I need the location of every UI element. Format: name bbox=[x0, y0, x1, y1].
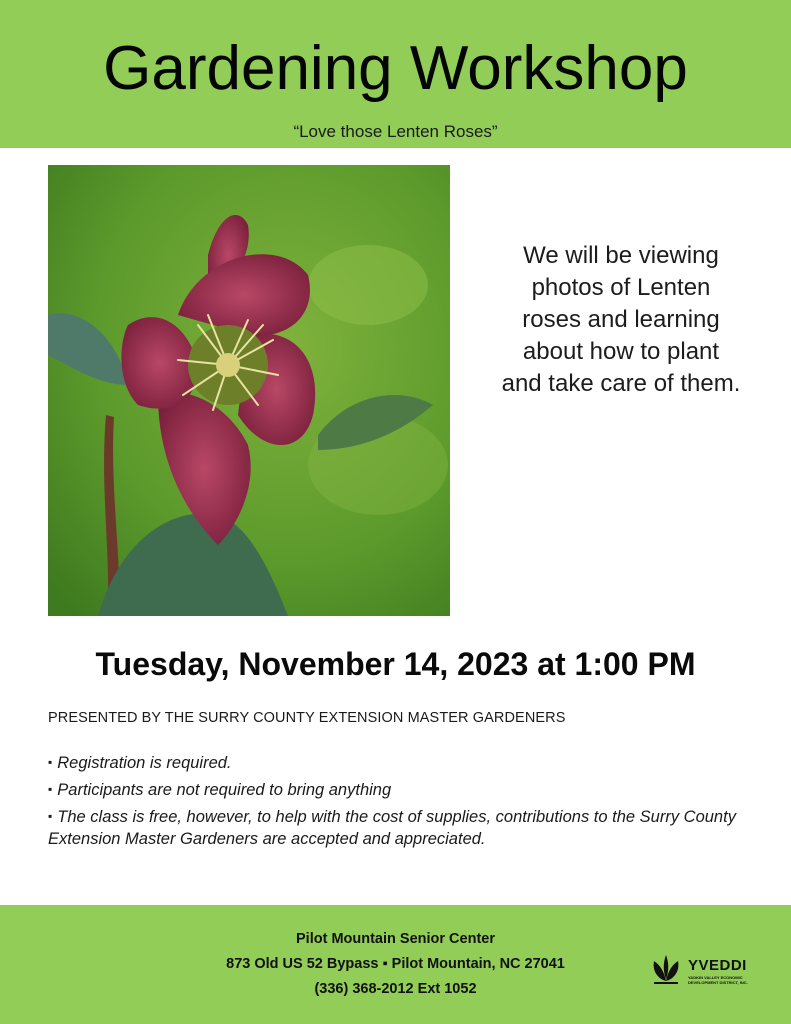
header-band bbox=[0, 0, 791, 148]
yveddi-logo bbox=[648, 951, 760, 991]
venue-phone: (336) 368-2012 Ext 1052 bbox=[314, 981, 477, 997]
venue-address: 873 Old US 52 Bypass ▪ Pilot Mountain, NC 27041 bbox=[226, 956, 565, 972]
event-date: Tuesday, November 14, 2023 at 1:00 PM bbox=[95, 646, 696, 682]
leaf-logo-icon bbox=[648, 951, 684, 987]
bullet-icon: ▪ bbox=[48, 809, 53, 823]
workshop-description bbox=[490, 240, 752, 400]
bullet-icon: ▪ bbox=[48, 755, 53, 769]
list-item: ▪ Registration is required. bbox=[48, 754, 232, 772]
description-line: roses and learning bbox=[522, 306, 720, 333]
details-list bbox=[48, 751, 748, 854]
logo-name: YVEDDI bbox=[688, 957, 747, 974]
footer-band bbox=[0, 905, 791, 1024]
list-item: ▪ Participants are not required to bring anything bbox=[48, 781, 392, 799]
lenten-rose-photo bbox=[48, 165, 450, 616]
presented-by: PRESENTED BY THE SURRY COUNTY EXTENSION MASTER GARDENERS bbox=[48, 710, 566, 726]
description-line: photos of Lenten bbox=[531, 274, 711, 301]
subtitle: “Love those Lenten Roses” bbox=[293, 122, 498, 141]
page-title: Gardening Workshop bbox=[103, 34, 688, 103]
logo-tagline: YADKIN VALLEY ECONOMIC DEVELOPMENT DISTRICT, INC. bbox=[688, 975, 748, 985]
bullet-icon: ▪ bbox=[48, 782, 53, 796]
description-line: and take care of them. bbox=[501, 370, 741, 397]
description-line: about how to plant bbox=[522, 338, 720, 365]
list-item: ▪ The class is free, however, to help with the cost of supplies, contributions to the Surry County Extension Master Gardeners are accepted and appreciated. bbox=[48, 808, 736, 848]
venue-name: Pilot Mountain Senior Center bbox=[296, 931, 495, 947]
description-line: We will be viewing bbox=[523, 242, 719, 269]
